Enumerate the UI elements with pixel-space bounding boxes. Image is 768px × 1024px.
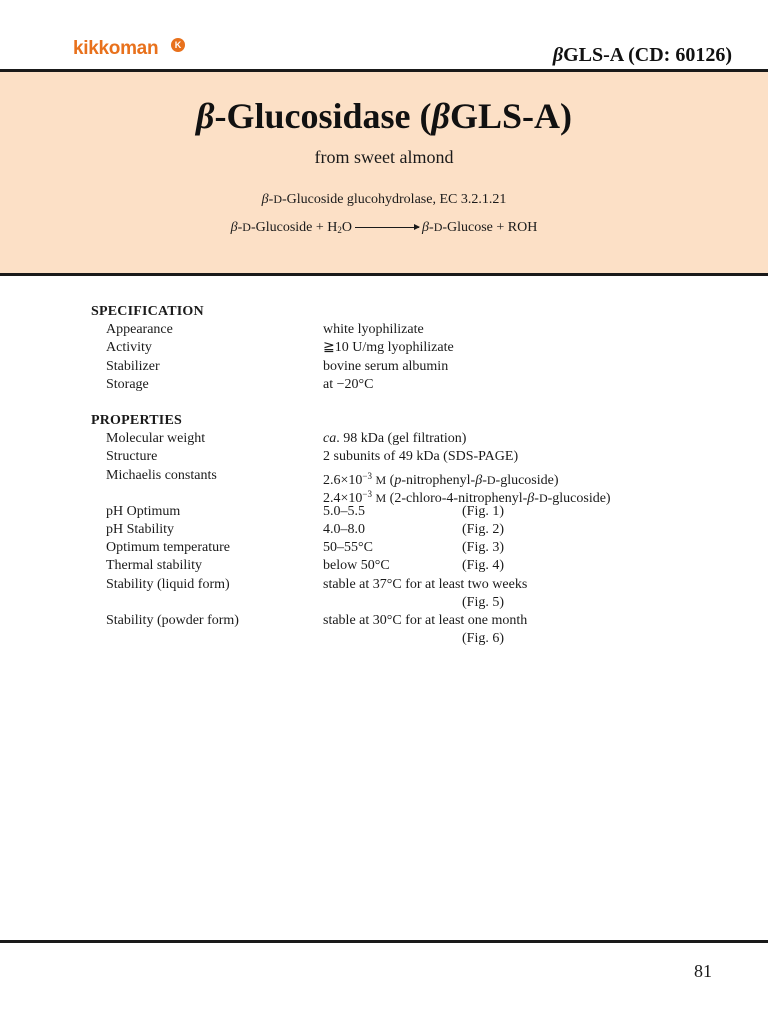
reaction-substrate: -Glucoside	[250, 220, 313, 235]
property-value: 2 subunits of 49 kDa (SDS-PAGE)	[323, 449, 519, 465]
fig-reference: (Fig. 5)	[462, 594, 504, 610]
property-row	[91, 485, 711, 506]
property-row	[91, 557, 711, 575]
page-number: 81	[694, 961, 712, 981]
property-label: Optimum temperature	[106, 540, 231, 556]
km1-d: D	[486, 472, 496, 487]
product-code-text: GLS-A (CD: 60126)	[563, 44, 732, 66]
property-label: Stability (powder form)	[106, 613, 239, 629]
fig-reference: (Fig. 4)	[462, 558, 504, 574]
spec-label: Activity	[106, 340, 152, 356]
spec-label: Stabilizer	[106, 358, 160, 374]
property-value: 4.0–8.0	[323, 522, 365, 538]
systematic-name: β-D-Glucoside glucohydrolase, EC 3.2.1.21	[261, 192, 507, 207]
product-code	[553, 44, 732, 67]
fig-reference: (Fig. 1)	[462, 503, 504, 519]
km1-beta: β	[475, 472, 483, 488]
property-value: 5.0–5.5	[323, 503, 365, 519]
property-label: pH Optimum	[106, 503, 181, 519]
spec-value: white lyophilizate	[323, 322, 424, 338]
reaction-arrow-icon	[355, 227, 419, 228]
page-title	[0, 95, 768, 137]
km1-p: p	[394, 472, 402, 488]
systematic-text: -Glucoside glucohydrolase, EC 3.2.1.21	[281, 192, 507, 207]
km1-end: -glucoside)	[495, 472, 559, 488]
property-row	[91, 467, 711, 488]
spec-value: ≧10 U/mg lyophilizate	[323, 340, 454, 356]
fig-reference: (Fig. 6)	[462, 631, 504, 647]
km2-beta: β	[527, 490, 535, 506]
kikkoman-logo: kikkoman	[73, 38, 159, 59]
spec-row	[91, 376, 711, 394]
property-value	[323, 430, 466, 448]
section-gap	[91, 394, 711, 412]
title-abbr: GLS-A)	[449, 96, 572, 136]
km2-d: D	[538, 490, 548, 505]
property-row	[91, 612, 711, 630]
property-label: Michaelis constants	[106, 467, 217, 483]
properties-heading: PROPERTIES	[91, 412, 182, 428]
footer-rule	[0, 940, 768, 943]
km2-exponent: −3	[362, 488, 372, 499]
systematic-beta: β	[261, 192, 269, 207]
property-row	[91, 430, 711, 448]
property-label: pH Stability	[106, 522, 175, 538]
property-row	[91, 630, 711, 648]
specification-heading: SPECIFICATION	[91, 304, 204, 319]
km1-substrate: -nitrophenyl-	[401, 472, 476, 488]
spec-value: bovine serum albumin	[323, 358, 449, 374]
spec-table	[91, 303, 711, 648]
property-value: stable at 30°C for at least one month	[323, 613, 528, 629]
reaction-equation: β-D-Glucoside + $H_2O$ β-D-Glucose + ROH	[230, 220, 538, 235]
spec-row	[91, 321, 711, 339]
property-label: Thermal stability	[106, 558, 203, 574]
property-value: stable at 37°C for at least two weeks	[323, 576, 528, 592]
fig-reference: (Fig. 2)	[462, 522, 504, 538]
title-beta: β	[196, 96, 215, 136]
systematic-d: D	[273, 192, 282, 206]
spec-row	[91, 358, 711, 376]
reaction-beta-2: β	[422, 220, 430, 235]
spec-value: at −20°C	[323, 376, 374, 392]
property-value: below 50°C	[323, 558, 390, 574]
km1-open: (	[386, 472, 395, 488]
spec-label: Storage	[106, 376, 149, 392]
reaction-plus-roh: + ROH	[492, 220, 538, 235]
fig-reference: (Fig. 3)	[462, 540, 504, 556]
km2-mantissa: 2.4×10	[323, 490, 363, 506]
property-label: Stability (liquid form)	[106, 576, 230, 592]
km2-substrate: (2-chloro-4-nitrophenyl-	[386, 490, 528, 506]
km1-dash: -	[482, 472, 487, 488]
spec-row	[91, 339, 711, 357]
beta-symbol: β	[552, 44, 564, 66]
km2-end: -glucoside)	[547, 490, 611, 506]
property-value: 50–55°C	[323, 540, 373, 556]
km1-unit: M	[375, 472, 387, 487]
property-row	[91, 521, 711, 539]
reaction-product: -Glucose	[442, 220, 493, 235]
property-row	[91, 594, 711, 612]
reaction-o: O	[341, 220, 353, 235]
title-beta-2: β	[431, 96, 450, 136]
km2-dash: -	[534, 490, 539, 506]
property-label: Molecular weight	[106, 431, 206, 447]
km1-mantissa: 2.6×10	[323, 472, 363, 488]
mw-text: . 98 kDa (gel filtration)	[336, 431, 467, 447]
reaction-plus-water: + H	[312, 220, 338, 235]
property-row	[91, 576, 711, 594]
reaction-d-1: D	[242, 220, 251, 234]
ca-abbr: ca	[323, 431, 337, 447]
property-row	[91, 448, 711, 466]
property-row	[91, 539, 711, 557]
band-rule	[0, 273, 768, 276]
reaction-beta-1: β	[230, 220, 238, 235]
logo-mark-icon: K	[171, 38, 185, 52]
km2-unit: M	[375, 490, 387, 505]
property-row	[91, 503, 711, 521]
reaction-d-2: D	[433, 220, 443, 234]
enzyme-source: from sweet almond	[314, 147, 454, 167]
km1-exponent: −3	[362, 470, 372, 481]
reaction-water-subscript: 2	[337, 225, 342, 235]
spec-label: Appearance	[106, 322, 173, 338]
title-main: -Glucosidase (	[214, 96, 432, 136]
property-label: Structure	[106, 449, 158, 465]
